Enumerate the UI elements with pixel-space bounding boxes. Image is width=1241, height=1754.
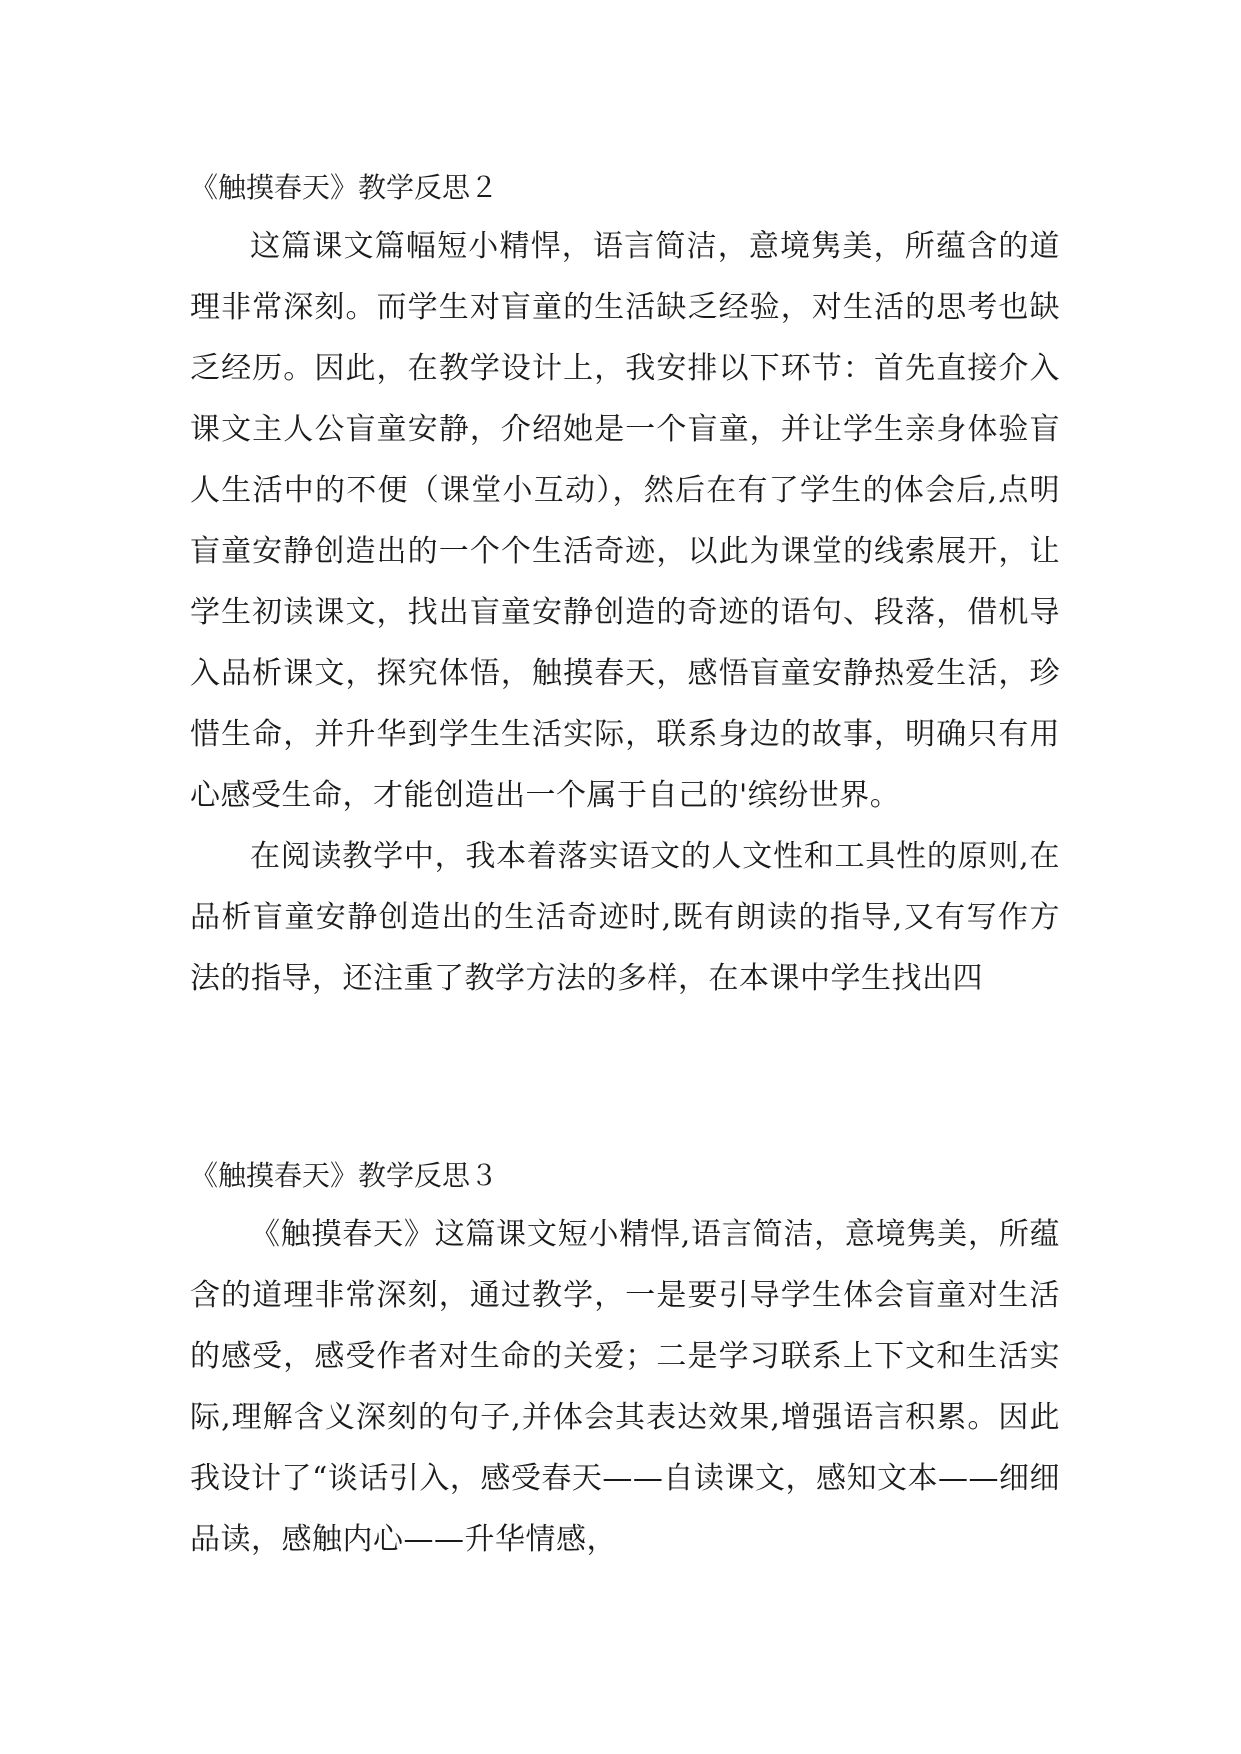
section-reflection-3 <box>190 1148 1060 1570</box>
section-title: 《触摸春天》教学反思２ <box>190 171 499 204</box>
section-reflection-2 <box>190 160 1060 1009</box>
body-paragraph: 在阅读教学中，我本着落实语文的人文性和工具性的原则,在品析盲童安静创造出的生活奇迹时,既有朗读的指导,又有写作方法的指导，还注重了教学方法的多样，在本课中学生找出四 <box>190 839 1060 996</box>
body-paragraph: 《触摸春天》这篇课文短小精悍,语言简洁，意境隽美，所蕴含的道理非常深刻，通过教学，一是要引导学生体会盲童对生活的感受，感受作者对生命的关爱；二是学习联系上下文和生活实际,理解含义深刻的句子,并体会其表达效果,增强语言积累。因此我设计了“谈话引入，感受春天——自读课文，感知文本——细细品读，感触内心——升华情感， <box>190 1217 1060 1557</box>
section-title: 《触摸春天》教学反思３ <box>190 1159 499 1192</box>
body-paragraph: 这篇课文篇幅短小精悍，语言简洁，意境隽美，所蕴含的道理非常深刻。而学生对盲童的生活缺乏经验，对生活的思考也缺乏经历。因此，在教学设计上，我安排以下环节：首先直接介入课文主人公盲童安静，介绍她是一个盲童，并让学生亲身体验盲人生活中的不便（课堂小互动），然后在有了学生的体会后,点明盲童安静创造出的一个个生活奇迹，以此为课堂的线索展开，让学生初读课文，找出盲童安静创造的奇迹的语句、段落，借机导入品析课文，探究体悟，触摸春天，感悟盲童安静热爱生活，珍惜生命，并升华到学生生活实际，联系身边的故事，明确只有用心感受生命，才能创造出一个属于自己的'缤纷世界。 <box>190 229 1060 813</box>
